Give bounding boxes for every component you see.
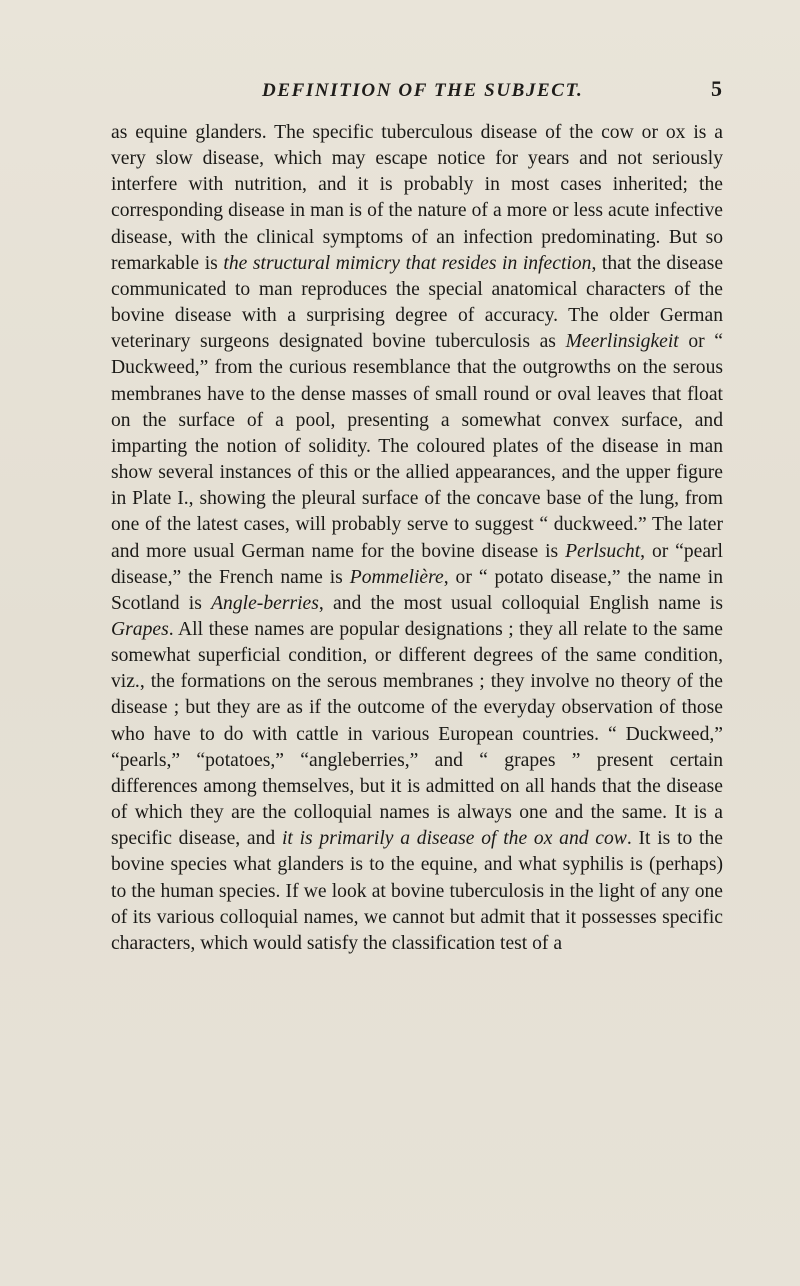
text-run: or “ Duckweed,” from the curious resemblance that the outgrowths on the serous membranes have to the dense masses of small round or oval leaves that float on the surface of a pool, presenting a somewhat convex surface, and imparting the notion of solidity. The coloured plates of the disease in man show several instances of this or the allied appearances, and the upper figure in Plate I., showing the pleural surface of the concave base of the lung, from one of the latest cases, will probably serve to suggest “ duckweed.” The later and more usual German name for the bovine disease is [111, 331, 723, 562]
body-paragraph [111, 120, 723, 957]
italic-phrase: the structural mimicry that resides in infection [223, 252, 592, 274]
italic-term: Angle-berries [211, 592, 319, 614]
italic-term: Pommelière [349, 566, 444, 588]
italic-phrase: it is primarily a disease of the ox and cow [281, 828, 627, 850]
text-run: as equine glanders. The specific tuberculous disease of the cow or ox is a very slow disease, which may escape notice for years and not seriously interfere with nutrition, and it is probably in most cases inherited; the corresponding disease in man is of the nature of a more or less acute infective disease, with the clinical symptoms of an infection predominating. But so remarkable is [111, 122, 723, 274]
running-head [112, 76, 722, 110]
text-run: , or “ potato disease,” the name in Scotland is [111, 566, 723, 614]
text-run: , and the most usual colloquial English name is [318, 592, 723, 614]
text-run: , or “pearl disease,” the French name is [111, 540, 724, 588]
text-run: . All these names are popular designations ; they all relate to the same somewhat superficial condition, or different degrees of the same condition, viz., the formations on the serous membranes ; they involve no theory of the disease ; but they are as if the outcome of the everyday observation of those who have to do with cattle in various European countries. “ Duckweed,” “pearls,” “potatoes,” “angleberries,” and “ grapes ” present certain differences among themselves, but it is admitted on all hands that the disease of which they are the colloquial names is always one and the same. It is a specific disease, and [111, 618, 723, 850]
italic-term: Grapes [111, 618, 169, 640]
page-number: 5 [711, 76, 722, 101]
italic-term: Perlsucht [565, 540, 641, 562]
running-title: DEFINITION OF THE SUBJECT. [262, 80, 584, 101]
text-run: . It is to the bovine species what glanders is to the equine, and what syphilis is (perhaps) to the human species. If we look at bovine tuberculosis in the light of any one of its various colloquial names, we cannot but admit that it possesses specific characters, which would satisfy the classification test of a [111, 828, 723, 954]
text-run: , that the disease communicated to man reproduces the special anatomical characters of the bovine disease with a surprising degree of accuracy. The older German veterinary surgeons designated bovine tuberculosis as [111, 252, 724, 353]
italic-term: Meerlinsigkeit [565, 331, 679, 353]
